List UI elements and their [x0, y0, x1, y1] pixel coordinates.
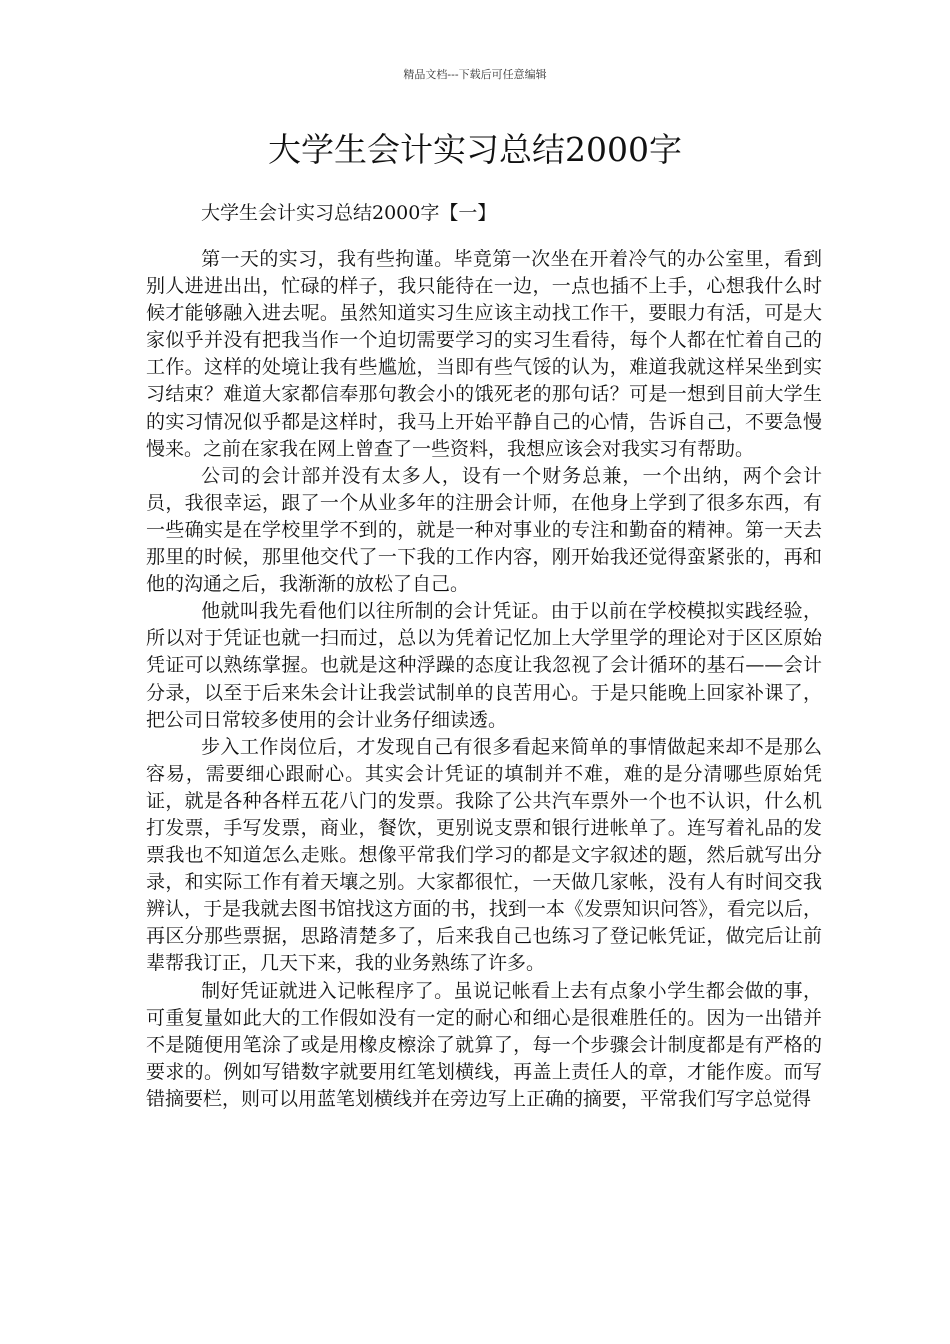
paragraph: 他就叫我先看他们以往所制的会计凭证。由于以前在学校模拟实践经验，所以对于凭证也就一扫而过，总以为凭着记忆加上大学里学的理论对于区区原始凭证可以熟练掌握。也就是这种浮躁的态度让我忽视了会计循环的基石——会计分录，以至于后来朱会计让我尝试制单的良苦用心。于是只能晚上回家补课了，把公司日常较多使用的会计业务仔细读透。	[146, 600, 822, 731]
document-body	[146, 246, 822, 1113]
section-heading: 大学生会计实习总结2000字【一】	[201, 202, 497, 224]
paragraph: 第一天的实习，我有些拘谨。毕竟第一次坐在开着冷气的办公室里，看到别人进进出出，忙碌的样子，我只能待在一边，一点也插不上手，心想我什么时候才能够融入进去呢。虽然知道实习生应该主动找工作干，要眼力有活，可是大家似乎并没有把我当作一个迫切需要学习的实习生看待，每个人都在忙着自己的工作。这样的处境让我有些尴尬，当即有些气馁的认为，难道我就这样呆坐到实习结束？难道大家都信奉那句教会小的饿死老的那句话？可是一想到目前大学生的实习情况似乎都是这样时，我马上开始平静自己的心情，告诉自己，不要急慢慢来。之前在家我在网上曾查了一些资料，我想应该会对我实习有帮助。	[146, 248, 822, 460]
paragraph: 制好凭证就进入记帐程序了。虽说记帐看上去有点象小学生都会做的事，可重复量如此大的工作假如没有一定的耐心和细心是很难胜任的。因为一出错并不是随便用笔涂了或是用橡皮檫涂了就算了，每一个步骤会计制度都是有严格的要求的。例如写错数字就要用红笔划横线，再盖上责任人的章，才能作废。而写错摘要栏，则可以用蓝笔划横线并在旁边写上正确的摘要，平常我们写字总觉得	[146, 979, 822, 1110]
page-header: 精品文档---下载后可任意编辑	[403, 68, 547, 81]
paragraph: 步入工作岗位后，才发现自己有很多看起来简单的事情做起来却不是那么容易，需要细心跟耐心。其实会计凭证的填制并不难，难的是分清哪些原始凭证，就是各种各样五花八门的发票。我除了公共汽车票外一个也不认识，什么机打发票，手写发票，商业，餐饮，更别说支票和银行进帐单了。连写着礼品的发票我也不知道怎么走账。想像平常我们学习的都是文字叙述的题，然后就写出分录，和实际工作有着天壤之别。大家都很忙，一天做几家帐，没有人有时间交我辨认，于是我就去图书馆找这方面的书，找到一本《发票知识问答》，看完以后，再区分那些票据，思路清楚多了，后来我自己也练习了登记帐凭证，做完后让前辈帮我订正，几天下来，我的业务熟练了许多。	[146, 735, 822, 975]
paragraph: 公司的会计部并没有太多人，设有一个财务总兼，一个出纳，两个会计员，我很幸运，跟了一个从业多年的注册会计师，在他身上学到了很多东西，有一些确实是在学校里学不到的，就是一种对事业的专注和勤奋的精神。第一天去那里的时候，那里他交代了一下我的工作内容，刚开始我还觉得蛮紧张的，再和他的沟通之后，我渐渐的放松了自己。	[146, 464, 822, 596]
document-title: 大学生会计实习总结2000字	[268, 130, 682, 169]
